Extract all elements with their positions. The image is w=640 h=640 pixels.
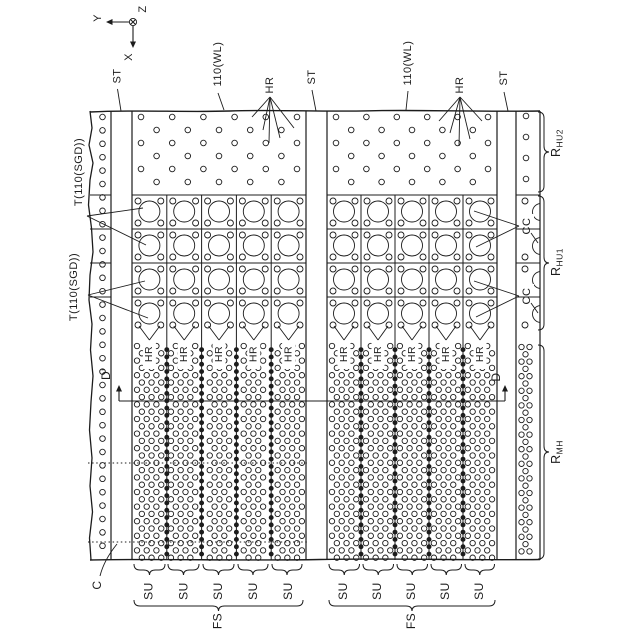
hr-mid-label-b1-2: HR bbox=[177, 345, 190, 363]
su-label-b2-4: SU bbox=[438, 582, 453, 600]
hr-mid-label-b1-1: HR bbox=[143, 345, 156, 363]
word-line-label-2: 110(WL) bbox=[401, 40, 414, 86]
region-label-mh-base: R bbox=[549, 454, 564, 464]
fs-label-1: FS bbox=[210, 612, 225, 630]
hr-mid-label-b2-5: HR bbox=[473, 345, 486, 363]
hr-mid-label-b2-1: HR bbox=[337, 345, 350, 363]
d-label: D bbox=[489, 372, 504, 382]
region-label-hu2 bbox=[549, 129, 564, 157]
hr-top-label-2: HR bbox=[453, 76, 466, 94]
hookup2-dummy-holes bbox=[138, 114, 491, 185]
sgd-terrace-label-1: T(110(SGD)) bbox=[72, 137, 85, 207]
axis-label-y: Y bbox=[91, 14, 104, 22]
region-label-hu2-sub: HU2 bbox=[554, 128, 565, 148]
st-label-1: ST bbox=[111, 68, 124, 84]
hr-mid-label-b2-3: HR bbox=[405, 345, 418, 363]
divider-hole-dots bbox=[165, 345, 465, 556]
axis-label-x: X bbox=[122, 53, 135, 61]
su-label-b1-5: SU bbox=[280, 582, 295, 600]
sgd-terrace-label-2: T(110(SGD)) bbox=[67, 252, 80, 322]
fs-label-2: FS bbox=[404, 612, 419, 630]
hr-top-label-1: HR bbox=[263, 76, 276, 94]
cc-label-2: CC bbox=[520, 287, 533, 305]
region-label-mh bbox=[549, 440, 564, 464]
su-label-b1-1: SU bbox=[141, 582, 156, 600]
hr-mid-label-b2-2: HR bbox=[371, 345, 384, 363]
d-prime-label: D' bbox=[99, 368, 114, 380]
su-label-b2-5: SU bbox=[472, 582, 487, 600]
region-label-mh-sub: MH bbox=[554, 440, 565, 455]
hr-mid-label-b1-5: HR bbox=[282, 345, 295, 363]
cc-label-1: CC bbox=[520, 217, 533, 235]
word-line-label-1: 110(WL) bbox=[211, 41, 224, 87]
hr-mid-label-b1-3: HR bbox=[212, 345, 225, 363]
region-label-hu1 bbox=[549, 248, 564, 276]
st-label-2: ST bbox=[305, 69, 318, 85]
left-partial-block bbox=[100, 114, 106, 548]
su-label-b1-3: SU bbox=[211, 582, 226, 600]
su-label-b1-4: SU bbox=[245, 582, 260, 600]
su-label-b2-2: SU bbox=[370, 582, 385, 600]
right-partial-block bbox=[519, 113, 550, 554]
hr-mid-label-b2-4: HR bbox=[439, 345, 452, 363]
st-label-3: ST bbox=[497, 70, 510, 86]
region-label-hu1-sub: HU1 bbox=[554, 247, 565, 267]
axis-label-z: Z bbox=[136, 5, 149, 13]
su-label-b1-2: SU bbox=[176, 582, 191, 600]
leader-lines bbox=[87, 89, 538, 576]
region-label-hu2-base: R bbox=[549, 147, 564, 158]
su-label-b2-1: SU bbox=[336, 582, 351, 600]
c-label: C bbox=[90, 580, 105, 590]
region-label-hu1-base: R bbox=[549, 266, 564, 277]
memory-hole-arrays bbox=[134, 343, 494, 560]
coordinate-axes bbox=[92, 5, 149, 61]
hr-mid-label-b1-4: HR bbox=[247, 345, 260, 363]
su-label-b2-3: SU bbox=[404, 582, 419, 600]
